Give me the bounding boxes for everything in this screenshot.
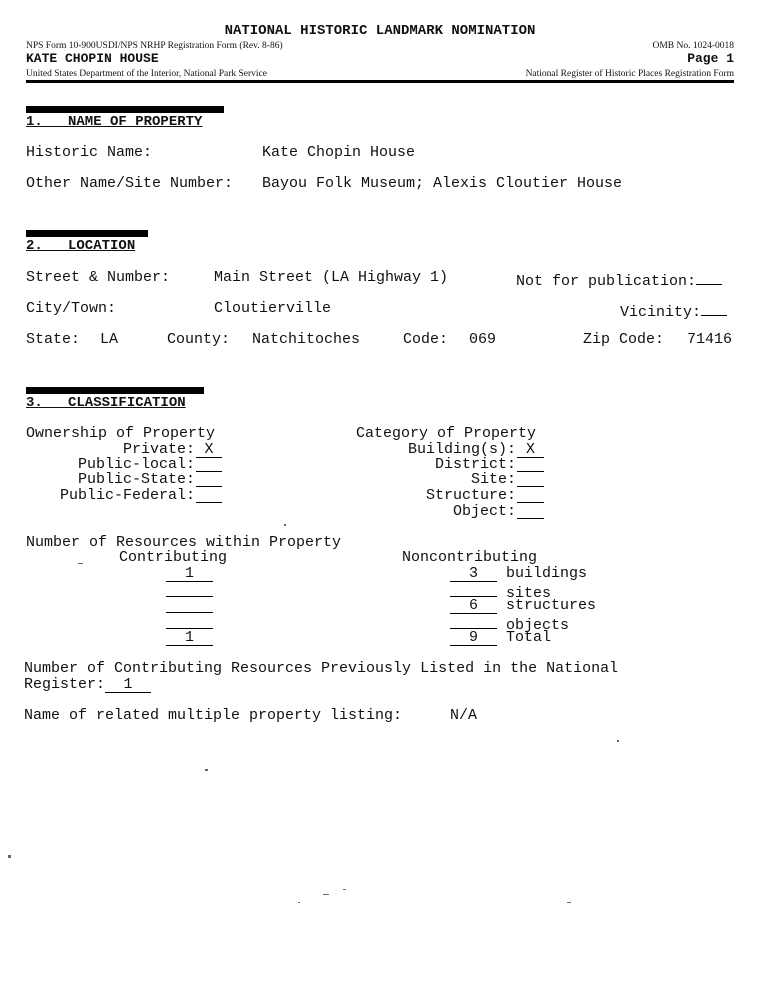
resource-row bbox=[450, 630, 551, 646]
cat-structure-line bbox=[517, 488, 544, 503]
noncontrib-count-buildings: 3 bbox=[450, 567, 497, 582]
resource-row bbox=[166, 630, 213, 646]
form-number: NPS Form 10-900USDI/NPS NRHP Registration Form (Rev. 8-86) bbox=[26, 41, 283, 51]
register-label: Register: bbox=[24, 676, 106, 693]
ownership-heading: Ownership of Property bbox=[26, 425, 216, 442]
own-federal-label: Public-Federal: bbox=[59, 487, 195, 504]
county-value: Natchitoches bbox=[252, 331, 361, 348]
section-3-heading: 3. CLASSIFICATION bbox=[26, 395, 186, 411]
resource-label-buildings: buildings bbox=[506, 565, 588, 582]
noncontrib-count-objects bbox=[450, 614, 497, 629]
noncontrib-count-total: 9 bbox=[450, 631, 497, 646]
cat-site-label: Site: bbox=[470, 471, 516, 488]
cat-site-line bbox=[517, 472, 544, 487]
own-state-label: Public-State: bbox=[77, 471, 195, 488]
previously-listed-line: Number of Contributing Resources Previously Listed in the National bbox=[24, 660, 619, 677]
vicinity-label: Vicinity: bbox=[620, 304, 702, 321]
cat-object-label: Object: bbox=[452, 503, 516, 520]
page-number: Page 1 bbox=[687, 51, 734, 66]
street-label: Street & Number: bbox=[26, 269, 171, 286]
noncontrib-count-sites bbox=[450, 582, 497, 597]
section-3-bar bbox=[26, 387, 204, 394]
register-value: 1 bbox=[105, 678, 151, 693]
contrib-count-total: 1 bbox=[166, 631, 213, 646]
contrib-count-sites bbox=[166, 582, 213, 597]
own-federal-blank bbox=[196, 488, 222, 508]
cat-building-label: Building(s): bbox=[407, 441, 516, 458]
scan-speck bbox=[284, 524, 286, 526]
noncontrib-count-structures: 6 bbox=[450, 599, 497, 614]
cat-object-blank bbox=[517, 504, 544, 524]
scan-speck bbox=[567, 902, 571, 903]
section-1-bar bbox=[26, 106, 224, 113]
resource-row bbox=[166, 566, 213, 582]
scan-speck bbox=[617, 740, 619, 742]
cat-structure-label: Structure: bbox=[425, 487, 516, 504]
city-label: City/Town: bbox=[26, 300, 117, 317]
scan-speck bbox=[298, 902, 300, 903]
street-value: Main Street (LA Highway 1) bbox=[214, 269, 449, 286]
contributing-heading: Contributing bbox=[119, 549, 228, 566]
scan-speck bbox=[78, 563, 83, 564]
own-private-blank bbox=[196, 442, 222, 458]
cat-district-label: District: bbox=[434, 456, 516, 473]
resources-heading: Number of Resources within Property bbox=[26, 534, 342, 551]
own-federal-line bbox=[196, 488, 222, 503]
not-for-publication bbox=[516, 270, 722, 290]
section-1-heading: 1. NAME OF PROPERTY bbox=[26, 114, 203, 130]
resource-label-total: Total bbox=[506, 629, 552, 646]
own-local-line bbox=[196, 457, 222, 472]
contrib-count-objects bbox=[166, 614, 213, 629]
contrib-count-buildings: 1 bbox=[166, 567, 213, 582]
city-value: Cloutierville bbox=[214, 300, 332, 317]
omb-number: OMB No. 1024-0018 bbox=[652, 41, 734, 51]
contrib-count-structures bbox=[166, 598, 213, 613]
own-private-label: Private: bbox=[122, 441, 195, 458]
resource-label-objects: objects bbox=[506, 617, 570, 634]
scan-speck bbox=[8, 855, 11, 858]
historic-name-label: Historic Name: bbox=[26, 144, 153, 161]
nfp-blank bbox=[696, 270, 722, 285]
register-form: National Register of Historic Places Registration Form bbox=[525, 69, 734, 79]
register-line bbox=[24, 677, 151, 693]
scan-speck bbox=[343, 889, 346, 890]
resource-label-sites: sites bbox=[506, 585, 552, 602]
county-label: County: bbox=[167, 331, 231, 348]
other-name-label: Other Name/Site Number: bbox=[26, 175, 234, 192]
resource-row bbox=[450, 598, 596, 614]
header-rule bbox=[26, 80, 734, 83]
own-local-label: Public-local: bbox=[77, 456, 195, 473]
other-name-value: Bayou Folk Museum; Alexis Cloutier House bbox=[262, 175, 623, 192]
code-label: Code: bbox=[403, 331, 449, 348]
state-label: State: bbox=[26, 331, 81, 348]
code-value: 069 bbox=[469, 331, 497, 348]
scan-speck bbox=[323, 894, 329, 895]
zip-label: Zip Code: bbox=[583, 331, 665, 348]
state-value: LA bbox=[100, 331, 119, 348]
department: United States Department of the Interior, National Park Service bbox=[26, 69, 268, 79]
own-state-line bbox=[196, 472, 222, 487]
resource-row bbox=[450, 566, 587, 582]
cat-district-line bbox=[517, 457, 544, 472]
own-private-value: X bbox=[196, 443, 222, 458]
noncontributing-heading: Noncontributing bbox=[402, 549, 538, 566]
cat-object-line bbox=[517, 504, 544, 519]
nfp-label: Not for publication: bbox=[516, 273, 697, 290]
cat-building-blank bbox=[517, 442, 544, 458]
multiple-property-value: N/A bbox=[450, 707, 478, 724]
resource-label-structures: structures bbox=[506, 597, 597, 614]
scan-speck bbox=[205, 769, 208, 771]
historic-name-value: Kate Chopin House bbox=[262, 144, 416, 161]
vicinity bbox=[620, 301, 727, 321]
vicinity-blank bbox=[701, 301, 727, 316]
form-title: NATIONAL HISTORIC LANDMARK NOMINATION bbox=[224, 23, 536, 39]
zip-value: 71416 bbox=[687, 331, 733, 348]
category-heading: Category of Property bbox=[356, 425, 537, 442]
property-header-name: KATE CHOPIN HOUSE bbox=[26, 51, 159, 66]
section-2-bar bbox=[26, 230, 148, 237]
cat-building-value: X bbox=[517, 443, 544, 458]
section-2-heading: 2. LOCATION bbox=[26, 238, 136, 254]
multiple-property-label: Name of related multiple property listing: bbox=[24, 707, 403, 724]
